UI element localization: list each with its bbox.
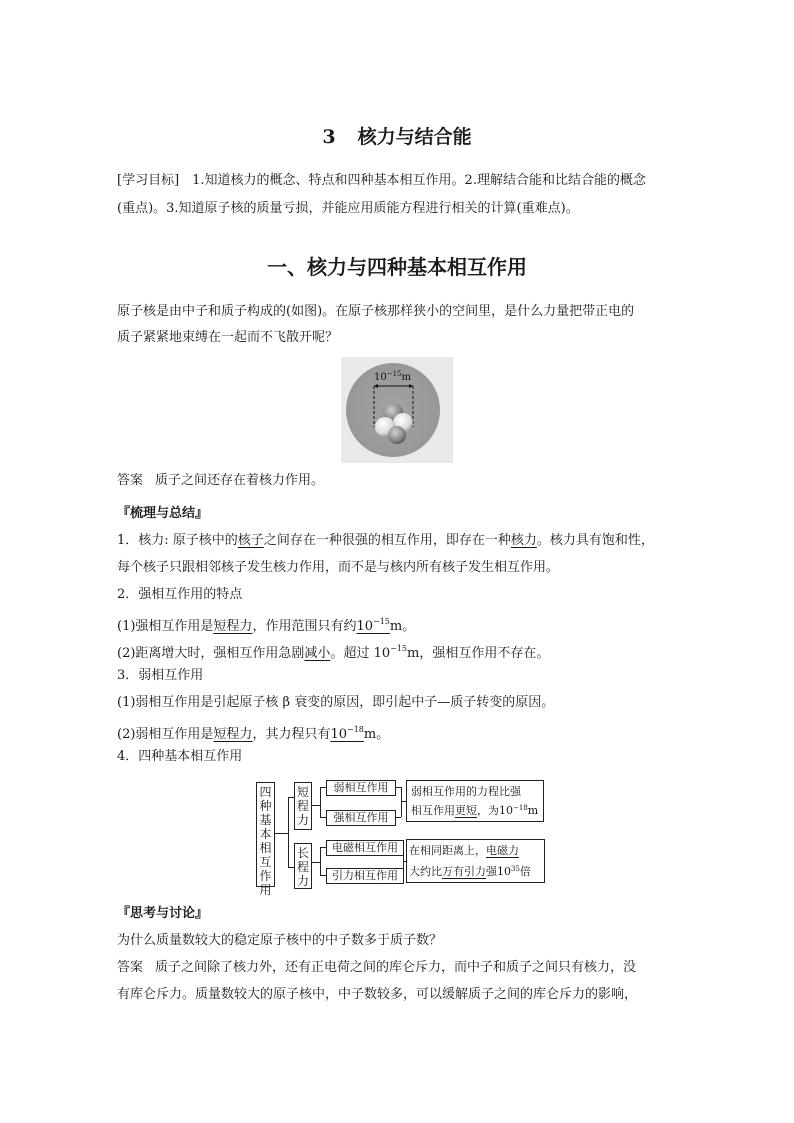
- answer-2-line-2: 有库仑斥力。质量数较大的原子核中，中子数较多，可以缓解质子之间的库仑斥力的影响，: [117, 987, 638, 1002]
- strong-interaction-box: 强相互作用: [326, 810, 396, 826]
- discussion-question: 为什么质量数较大的稳定原子核中的中子数多于质子数？: [117, 933, 443, 948]
- item-3-sub-2: (2)弱相互作用是短程力，其力程只有$10^{-18}m$。: [117, 725, 390, 742]
- short-range-box: [294, 782, 312, 830]
- title-text: 核力与结合能: [357, 126, 472, 148]
- title-number: 3: [322, 126, 336, 148]
- summary-heading: 『梳理与总结』: [117, 506, 209, 521]
- answer-2-line-1: 答案 质子之间除了核力外，还有正电荷之间的库仑斥力，而中子和质子之间只有核力，没: [117, 960, 637, 975]
- learning-objectives-line-1: [学习目标] 1.知道核力的概念、特点和四种基本相互作用。2.理解结合能和比结合能的概念: [117, 173, 646, 188]
- item-4-heading: 4．四种基本相互作用: [117, 749, 243, 764]
- item-3-sub-1: (1)弱相互作用是引起原子核 β 衰变的原因，即引起中子—质子转变的原因。: [117, 695, 555, 710]
- discussion-heading: 『思考与讨论』: [117, 906, 209, 921]
- item-2-heading: 2．强相互作用的特点: [117, 587, 243, 602]
- answer-label: 答案: [117, 473, 144, 488]
- question-line-1: 原子核是由中子和质子构成的(如图)。在原子核那样狭小的空间里，是什么力量把带正电的: [117, 304, 635, 319]
- item-2-sub-1: (1)强相互作用是短程力，作用范围只有约$10^{-15}m$。: [117, 617, 416, 634]
- interactions-diagram: [256, 777, 546, 897]
- question-line-2: 质子紧紧地束缚在一起而不飞散开呢？: [117, 330, 339, 345]
- page-title: [0, 122, 794, 149]
- answer-1: [117, 467, 324, 495]
- long-range-label: 长 程 力: [296, 846, 309, 888]
- diagram-root-box: [256, 782, 275, 897]
- item-1-line-1: 1．核力: 原子核中的核子之间存在一种很强的相互作用，即存在一种核力。核力具有饱和性，: [117, 533, 654, 548]
- item-3-heading: 3．弱相互作用: [117, 668, 204, 683]
- learning-objectives-line-2: (重点)。3.知道原子核的质量亏损，并能应用质能方程进行相关的计算(重难点)。: [117, 201, 579, 216]
- em-interaction-box: 电磁相互作用: [326, 840, 404, 856]
- section-heading: 一、核力与四种基本相互作用: [267, 255, 527, 279]
- answer-text: 质子之间还存在着核力作用。: [155, 473, 325, 488]
- long-range-box: [294, 843, 312, 889]
- grav-interaction-box: 引力相互作用: [326, 868, 404, 884]
- nucleus-drawing: [341, 357, 453, 463]
- note-long-range: 在相同距离上，电磁力 大约比万有引力强$10^{35}$倍: [406, 839, 545, 883]
- figure-scale-label: $10^{-15}m$: [374, 370, 411, 383]
- nucleus-figure: [341, 357, 453, 463]
- item-2-sub-2: (2)距离增大时，强相互作用急剧减小。超过 $10^{-15}m$，强相互作用不存在。: [117, 644, 550, 661]
- item-1-line-2: 每个核子只跟相邻核子发生核力作用，而不是与核内所有核子发生相互作用。: [117, 560, 560, 575]
- diagram-root-label: 四 种 基 本 相 互 作 用: [259, 785, 272, 897]
- note-short-range: 弱相互作用的力程比强 相互作用更短，为$10^{-18}m$: [406, 780, 544, 822]
- short-range-label: 短 程 力: [296, 785, 309, 827]
- weak-interaction-box: 弱相互作用: [326, 780, 396, 796]
